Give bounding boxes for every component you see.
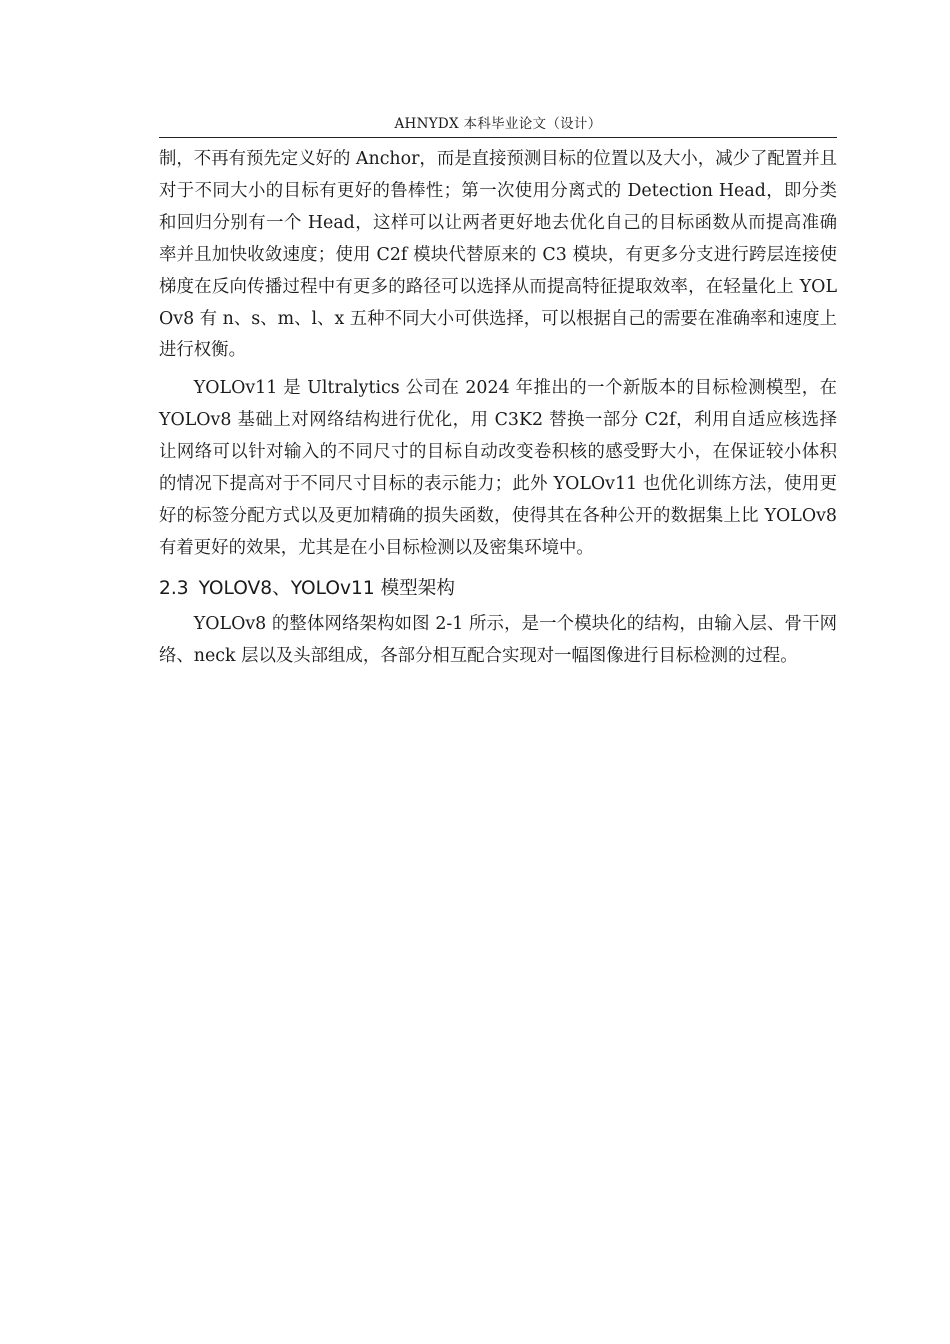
header-rule (159, 137, 837, 138)
section-heading (159, 571, 837, 607)
section-title: YOLOV8、YOLOv11 模型架构 (198, 577, 455, 599)
paragraph-yolov11: YOLOv11 是 Ultralytics 公司在 2024 年推出的一个新版本的目标检测模型，在 YOLOv8 基础上对网络结构进行优化，用 C3K2 替换一部分 C2f，利用自适应核选择让网络可以针对输入的不同尺寸的目标自动改变卷积核的感受野大小，在保证较小体积的情况下提高对于不同尺寸目标的表示能力；此外 YOLOv11 也优化训练方法，使用更好的标签分配方式以及更加精确的损失函数，使得其在各种公开的数据集上比 YOLOv8 有着更好的效果，尤其是在小目标检测以及密集环境中。 (159, 378, 837, 558)
page-header (159, 115, 837, 133)
header-title: AHNYDX 本科毕业论文（设计） (394, 116, 602, 132)
paragraph-architecture: YOLOv8 的整体网络架构如图 2-1 所示，是一个模块化的结构，由输入层、骨干网络、neck 层以及头部组成，各部分相互配合实现对一幅图像进行目标检测的过程。 (159, 613, 837, 666)
document-body (159, 144, 837, 673)
paragraph-continuation: 制，不再有预先定义好的 Anchor，而是直接预测目标的位置以及大小，减少了配置并且对于不同大小的目标有更好的鲁棒性；第一次使用分离式的 Detection Head，即分类和回归分别有一个 Head，这样可以让两者更好地去优化自己的目标函数从而提高准确率并且加快收敛速度；使用 C2f 模块代替原来的 C3 模块，有更多分支进行跨层连接使梯度在反向传播过程中有更多的路径可以选择从而提高特征提取效率，在轻量化上 YOLOv8 有 n、s、m、l、x 五种不同大小可供选择，可以根据自己的需要在准确率和速度上进行权衡。 (159, 149, 837, 361)
section-number: 2.3 (159, 577, 189, 599)
